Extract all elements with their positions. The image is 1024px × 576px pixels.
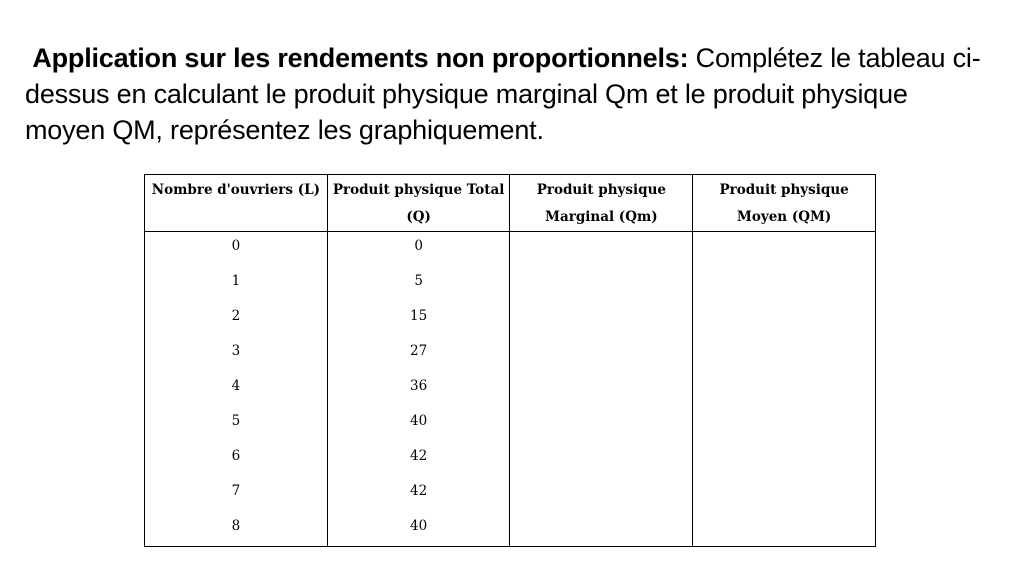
cell-marginal-product: [510, 372, 693, 407]
cell-average-product: [693, 302, 876, 337]
instruction-paragraph: [25, 40, 985, 148]
cell-total-product: 27: [327, 337, 510, 372]
cell-marginal-product: [510, 512, 693, 547]
cell-workers: 0: [145, 232, 328, 267]
cell-average-product: [693, 372, 876, 407]
cell-workers: 8: [145, 512, 328, 547]
table-header-row: [145, 175, 876, 232]
cell-workers: 2: [145, 302, 328, 337]
header-total-product: Produit physique Total (Q): [327, 175, 510, 232]
cell-total-product: 36: [327, 372, 510, 407]
cell-total-product: 0: [327, 232, 510, 267]
cell-average-product: [693, 232, 876, 267]
cell-average-product: [693, 512, 876, 547]
cell-total-product: 42: [327, 442, 510, 477]
cell-total-product: 40: [327, 512, 510, 547]
production-table-container: [144, 174, 876, 540]
cell-average-product: [693, 267, 876, 302]
table-row: [145, 512, 876, 547]
cell-workers: 1: [145, 267, 328, 302]
cell-total-product: 5: [327, 267, 510, 302]
table-row: [145, 372, 876, 407]
cell-marginal-product: [510, 407, 693, 442]
table-row: [145, 232, 876, 267]
instruction-body: Complétez le tableau ci-dessus en calculant le produit physique marginal Qm et le produit physique moyen QM, représentez les graphiquement.: [25, 43, 981, 145]
header-marginal-product: Produit physique Marginal (Qm): [510, 175, 693, 232]
cell-average-product: [693, 337, 876, 372]
cell-average-product: [693, 407, 876, 442]
cell-workers: 3: [145, 337, 328, 372]
cell-marginal-product: [510, 267, 693, 302]
cell-marginal-product: [510, 302, 693, 337]
production-table: [144, 174, 876, 547]
cell-total-product: 42: [327, 477, 510, 512]
cell-marginal-product: [510, 232, 693, 267]
table-row: [145, 267, 876, 302]
cell-average-product: [693, 442, 876, 477]
table-row: [145, 477, 876, 512]
cell-marginal-product: [510, 442, 693, 477]
cell-workers: 4: [145, 372, 328, 407]
cell-workers: 7: [145, 477, 328, 512]
cell-marginal-product: [510, 477, 693, 512]
header-workers: Nombre d'ouvriers (L): [145, 175, 328, 232]
cell-average-product: [693, 477, 876, 512]
table-row: [145, 337, 876, 372]
table-row: [145, 302, 876, 337]
cell-total-product: 40: [327, 407, 510, 442]
header-average-product: Produit physique Moyen (QM): [693, 175, 876, 232]
cell-total-product: 15: [327, 302, 510, 337]
table-row: [145, 442, 876, 477]
instruction-title: Application sur les rendements non proportionnels:: [32, 43, 689, 73]
cell-workers: 5: [145, 407, 328, 442]
cell-workers: 6: [145, 442, 328, 477]
cell-marginal-product: [510, 337, 693, 372]
table-row: [145, 407, 876, 442]
